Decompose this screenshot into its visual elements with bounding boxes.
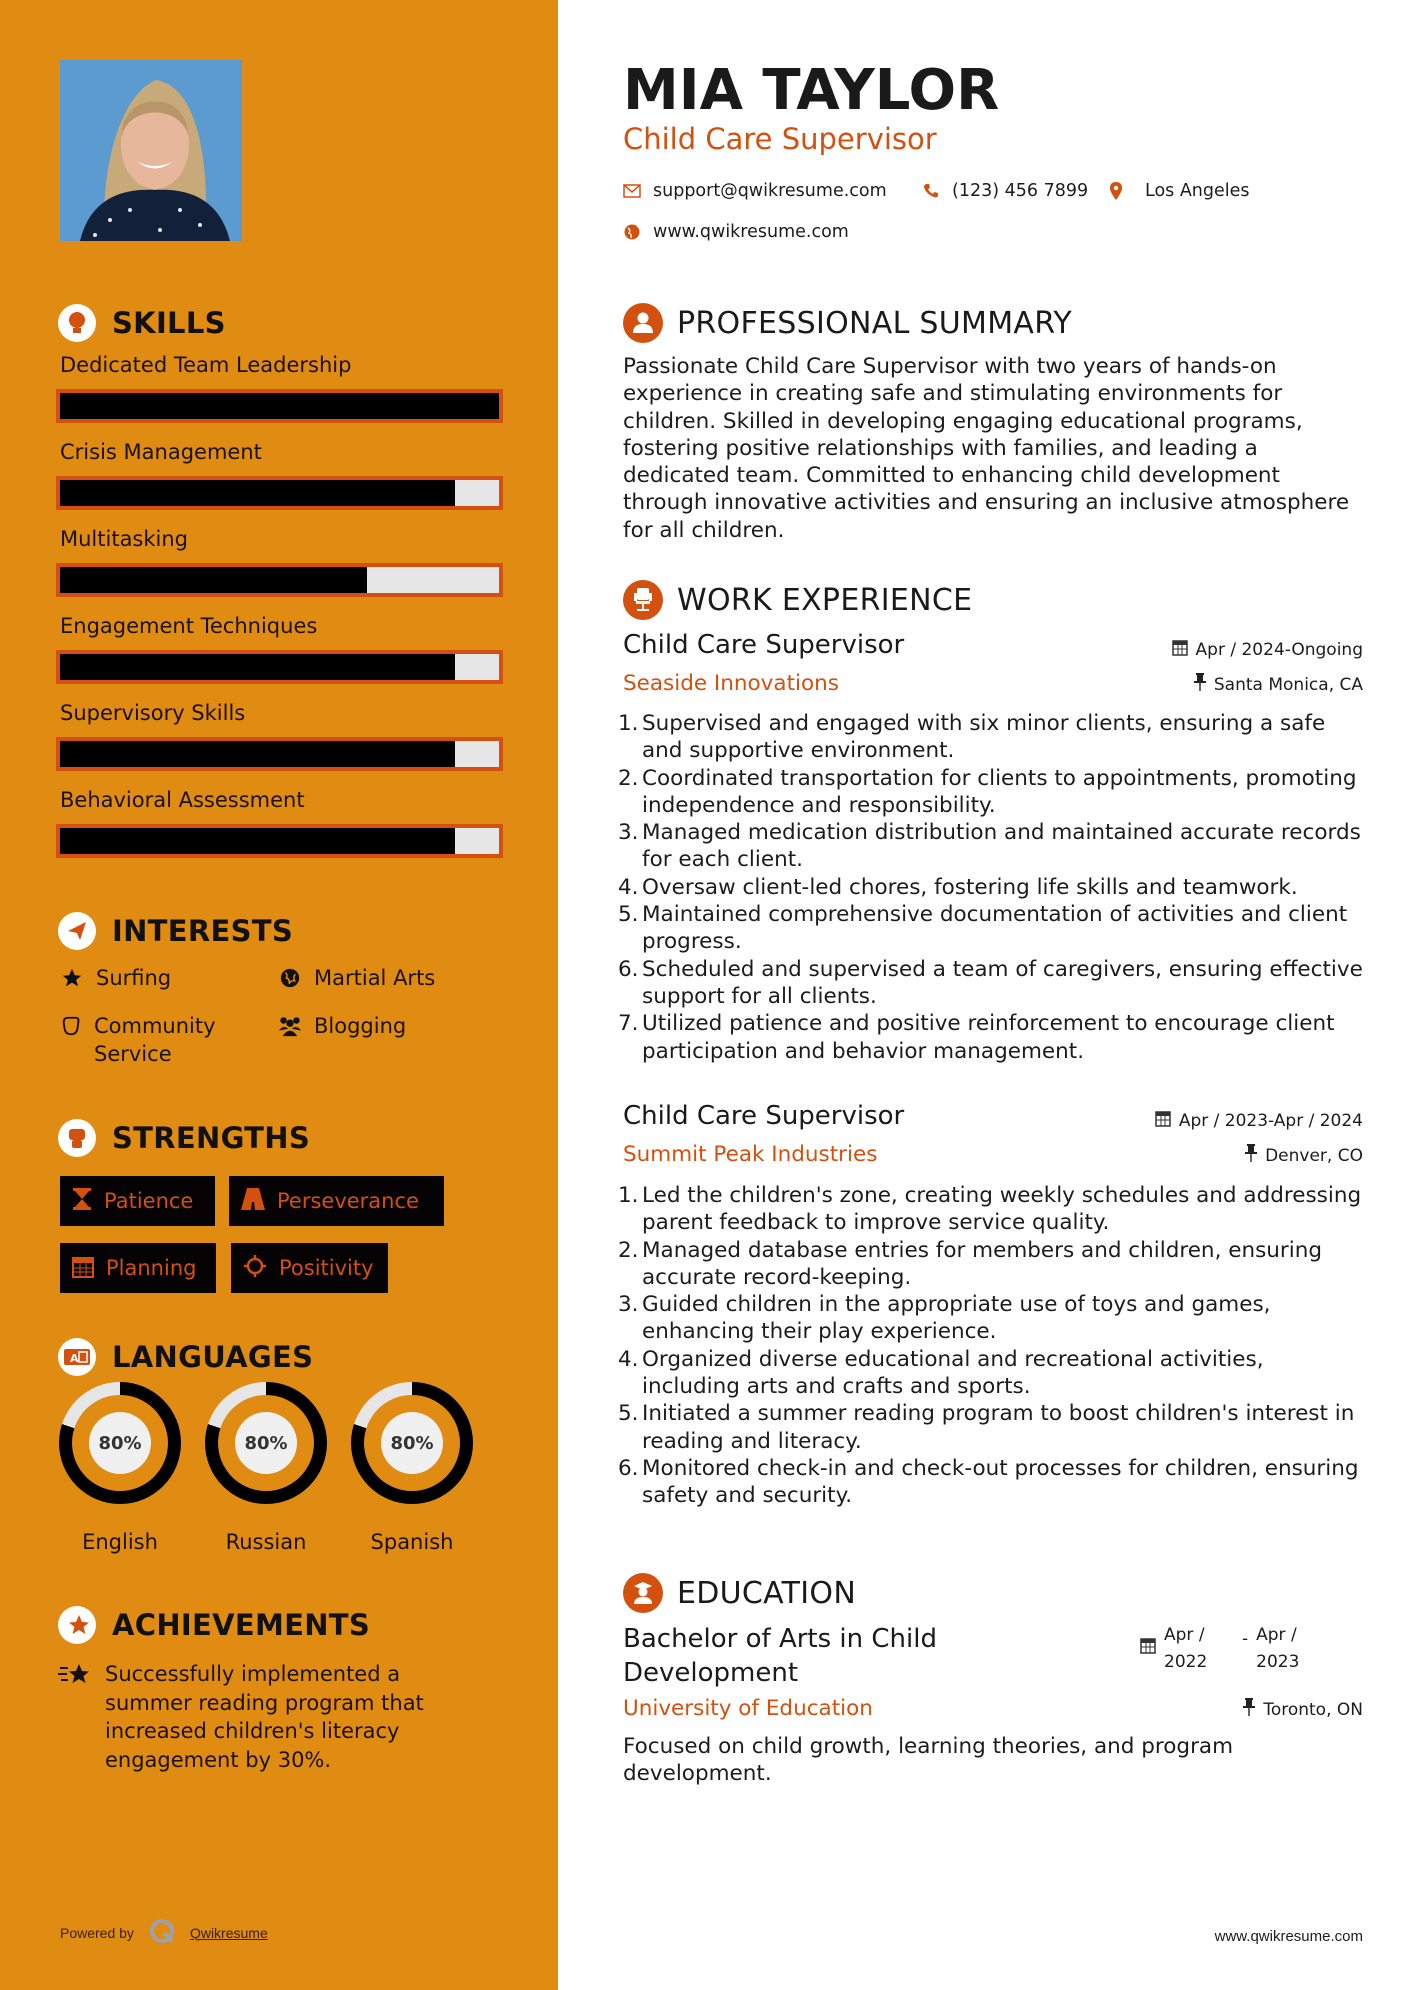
phone-icon bbox=[922, 183, 940, 199]
list-item: 6. Scheduled and supervised a team of caregivers, ensuring effective support for all clients. bbox=[618, 956, 1363, 1009]
interests-heading: INTERESTS bbox=[58, 912, 293, 950]
languages-heading: A LANGUAGES bbox=[58, 1338, 313, 1376]
qwikresume-logo-icon bbox=[148, 1917, 176, 1948]
achievement-text: Successfully implemented a summer reading program that increased children's literacy engagement by 30%. bbox=[105, 1662, 424, 1772]
sun-icon bbox=[243, 1254, 267, 1283]
job-company: Summit Peak Industries bbox=[623, 1142, 878, 1167]
graduate-icon bbox=[623, 1573, 663, 1613]
skill-bar bbox=[56, 563, 503, 597]
fist-icon bbox=[58, 1119, 96, 1157]
job-title: Child Care Supervisor bbox=[623, 1101, 905, 1131]
language-item: 80% English bbox=[58, 1382, 182, 1554]
list-item: 3. Managed medication distribution and maintained accurate records for each client. bbox=[618, 820, 1361, 873]
footer-website[interactable]: www.qwikresume.com bbox=[1214, 1928, 1363, 1945]
list-item: 5. Maintained comprehensive documentation of activities and client progress. bbox=[618, 902, 1348, 955]
strength-chip: Planning bbox=[60, 1243, 216, 1293]
job-company: Seaside Innovations bbox=[623, 671, 839, 696]
education-heading: EDUCATION bbox=[623, 1573, 856, 1613]
list-item: 3. Guided children in the appropriate use of toys and games, enhancing their play experience. bbox=[618, 1292, 1271, 1345]
skill-bar bbox=[56, 650, 503, 684]
achievements-heading: ACHIEVEMENTS bbox=[58, 1606, 370, 1644]
map-pin-icon bbox=[1107, 182, 1125, 200]
skill-label: Dedicated Team Leadership bbox=[60, 353, 352, 377]
achievement-star-icon bbox=[58, 1606, 96, 1644]
svg-text:A: A bbox=[70, 1352, 79, 1365]
language-ring: 80% bbox=[59, 1382, 181, 1504]
pushpin-icon bbox=[1245, 1144, 1257, 1167]
job-dates: Apr / 2023-Apr / 2024 bbox=[1155, 1109, 1363, 1132]
skill-bar-fill bbox=[60, 567, 367, 593]
lightbulb-icon bbox=[58, 304, 96, 342]
skill-bar-fill bbox=[60, 480, 455, 506]
hand-icon bbox=[60, 1012, 82, 1040]
contact-phone[interactable]: (123) 456 7899 bbox=[922, 181, 1088, 201]
degree-title: Bachelor of Arts in Child Development bbox=[623, 1624, 937, 1688]
road-icon bbox=[241, 1188, 265, 1215]
powered-by: Powered by Qwikresume bbox=[60, 1917, 268, 1948]
interest-item: Surfing bbox=[60, 964, 171, 992]
list-item: 1. Supervised and engaged with six minor clients, ensuring a safe and supportive environment. bbox=[618, 711, 1326, 764]
skill-label: Behavioral Assessment bbox=[60, 788, 305, 812]
calendar-icon bbox=[1155, 1109, 1171, 1132]
list-item: 2. Managed database entries for members and children, ensuring accurate record-keeping. bbox=[618, 1237, 1323, 1290]
skills-heading: SKILLS bbox=[58, 304, 226, 342]
skill-bar-fill bbox=[60, 654, 455, 680]
summary-heading: PROFESSIONAL SUMMARY bbox=[623, 303, 1072, 343]
language-ring: 80% bbox=[205, 1382, 327, 1504]
office-chair-icon bbox=[623, 580, 663, 620]
list-item: 7. Utilized patience and positive reinforcement to encourage client participation and behavior management. bbox=[618, 1011, 1335, 1064]
calendar-icon bbox=[1140, 1636, 1156, 1676]
education-location: Toronto, ON bbox=[1243, 1698, 1363, 1721]
list-item: 1. Led the children's zone, creating weekly schedules and addressing parent feedback to improve service quality. bbox=[618, 1183, 1362, 1236]
list-item: 4. Organized diverse educational and recreational activities, including arts and crafts and sports. bbox=[618, 1346, 1264, 1400]
globe-icon bbox=[278, 964, 302, 992]
pushpin-icon bbox=[1194, 673, 1206, 696]
language-item: 80% Russian bbox=[204, 1382, 328, 1554]
skill-bar bbox=[56, 824, 503, 858]
envelope-icon bbox=[623, 184, 641, 198]
education-description: Focused on child growth, learning theories, and program development. bbox=[623, 1734, 1234, 1787]
list-item: 5. Initiated a summer reading program to boost children's interest in reading and literacy. bbox=[618, 1401, 1355, 1454]
skill-bar-fill bbox=[60, 741, 455, 767]
achievement-star-icon bbox=[58, 1662, 92, 1693]
strength-chip: Patience bbox=[60, 1176, 215, 1226]
school-name: University of Education bbox=[623, 1696, 873, 1721]
user-icon bbox=[623, 303, 663, 343]
language-item: 80% Spanish bbox=[350, 1382, 474, 1554]
skill-bar-fill bbox=[60, 828, 455, 854]
contact-email[interactable]: support@qwikresume.com bbox=[623, 181, 887, 201]
skill-label: Engagement Techniques bbox=[60, 614, 318, 638]
interest-item: Community Service bbox=[60, 1012, 260, 1068]
calendar-icon bbox=[1172, 638, 1188, 661]
star-icon bbox=[60, 964, 84, 992]
skill-label: Supervisory Skills bbox=[60, 701, 246, 725]
strength-chip: Positivity bbox=[231, 1243, 388, 1293]
job-location: Denver, CO bbox=[1245, 1144, 1363, 1167]
contact-website[interactable]: www.qwikresume.com bbox=[623, 222, 849, 242]
language-ring: 80% bbox=[351, 1382, 473, 1504]
interest-item: Martial Arts bbox=[278, 964, 435, 992]
translate-icon bbox=[58, 1338, 96, 1376]
interest-item: Blogging bbox=[278, 1012, 406, 1040]
candidate-title: Child Care Supervisor bbox=[623, 122, 937, 156]
skill-bar-fill bbox=[60, 393, 499, 419]
list-item: 6. Monitored check-in and check-out processes for children, ensuring safety and security. bbox=[618, 1455, 1359, 1509]
globe-icon bbox=[623, 224, 641, 240]
list-item: 2. Coordinated transportation for clients to appointments, promoting independence and responsibility. bbox=[618, 765, 1357, 818]
list-item: 4. Oversaw client-led chores, fostering life skills and teamwork. bbox=[618, 874, 1298, 900]
education-dates: Apr / 2022 - Apr / 2023 bbox=[1140, 1622, 1306, 1676]
job-title: Child Care Supervisor bbox=[623, 630, 905, 660]
profile-photo bbox=[60, 60, 242, 241]
job-dates: Apr / 2024-Ongoing bbox=[1172, 638, 1363, 661]
strength-chip: Perseverance bbox=[229, 1176, 444, 1226]
skill-bar bbox=[56, 389, 503, 423]
job-location: Santa Monica, CA bbox=[1194, 673, 1363, 696]
strengths-heading: STRENGTHS bbox=[58, 1119, 310, 1157]
calendar-icon bbox=[72, 1254, 94, 1283]
skill-bar bbox=[56, 737, 503, 771]
qwikresume-link[interactable]: Qwikresume bbox=[189, 1924, 268, 1941]
skill-label: Multitasking bbox=[60, 527, 189, 551]
experience-heading: WORK EXPERIENCE bbox=[623, 580, 972, 620]
contact-location: Los Angeles bbox=[1107, 181, 1250, 201]
pushpin-icon bbox=[1243, 1698, 1255, 1721]
summary-text: Passionate Child Care Supervisor with two years of hands-on experience in creating safe and stimulating environments for children. Skilled in developing engaging educational programs, fostering positive relationships with families, and leading a dedicated team. Committed to enhancing child development through innovative activities and ensuring an inclusive atmosphere for all children. bbox=[623, 354, 1350, 543]
candidate-name: MIA TAYLOR bbox=[623, 58, 1000, 123]
paper-plane-icon bbox=[58, 912, 96, 950]
hourglass-icon bbox=[72, 1187, 92, 1216]
skill-label: Crisis Management bbox=[60, 440, 262, 464]
users-icon bbox=[278, 1012, 302, 1040]
job-bullets bbox=[618, 1182, 1363, 1510]
job-bullets bbox=[618, 710, 1363, 1065]
skill-bar bbox=[56, 476, 503, 510]
